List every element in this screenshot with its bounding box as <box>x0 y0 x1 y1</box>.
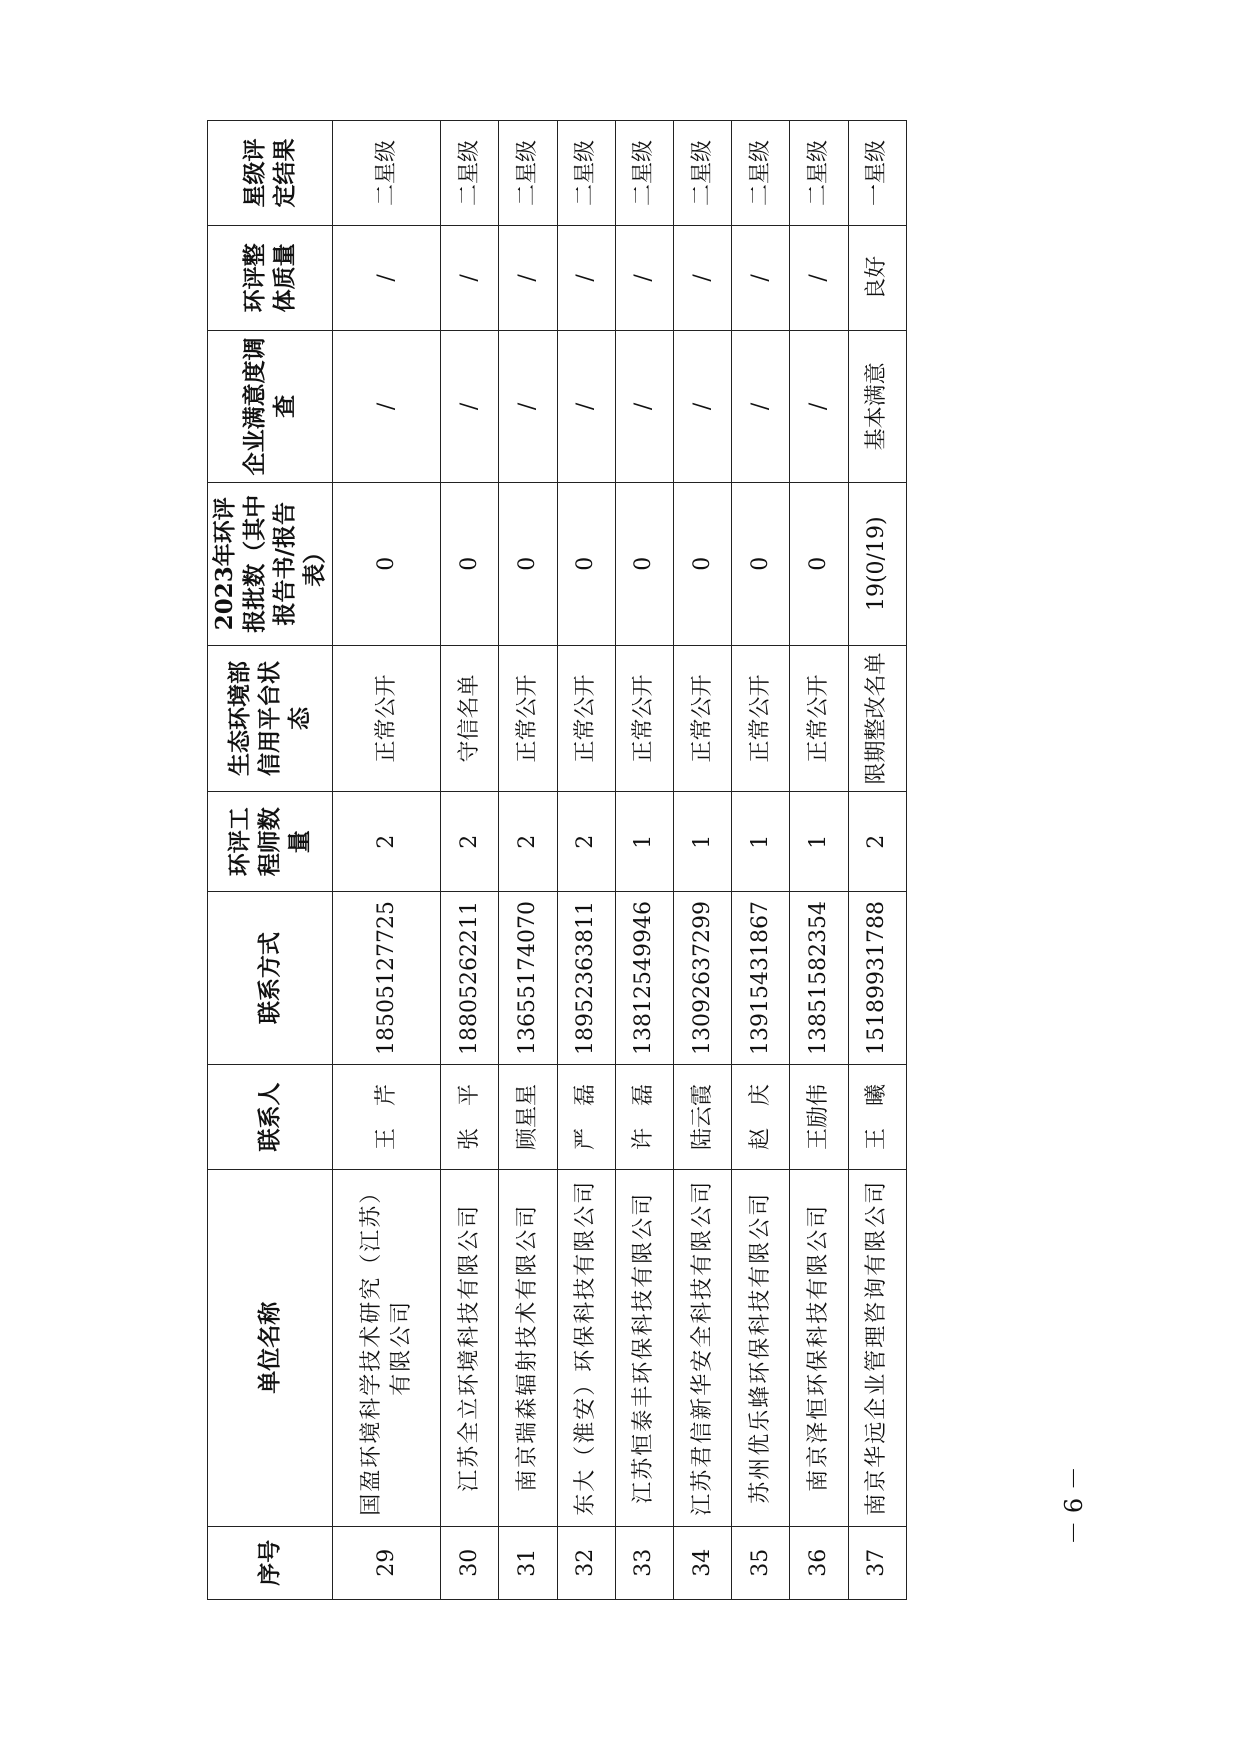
cell-contact: 张 平 <box>441 1065 499 1170</box>
cell-survey: / <box>674 330 732 482</box>
cell-name: 东大（淮安）环保科技有限公司 <box>557 1169 615 1526</box>
cell-rating: 二星级 <box>441 121 499 226</box>
cell-rating: 二星级 <box>333 121 441 226</box>
header-name: 单位名称 <box>208 1169 333 1526</box>
cell-quality: / <box>674 225 732 330</box>
cell-reports: 0 <box>674 482 732 645</box>
cell-quality: / <box>732 225 790 330</box>
cell-reports: 0 <box>615 482 673 645</box>
cell-survey: / <box>499 330 557 482</box>
cell-phone: 15189931788 <box>848 892 906 1065</box>
cell-survey: / <box>615 330 673 482</box>
cell-rating: 二星级 <box>732 121 790 226</box>
rotated-table-wrapper <box>207 120 907 1600</box>
cell-credit: 正常公开 <box>333 645 441 792</box>
cell-survey: / <box>790 330 848 482</box>
cell-survey: / <box>441 330 499 482</box>
cell-credit: 正常公开 <box>557 645 615 792</box>
cell-rating: 二星级 <box>674 121 732 226</box>
cell-name: 南京瑞森辐射技术有限公司 <box>499 1169 557 1526</box>
cell-credit: 正常公开 <box>615 645 673 792</box>
header-reports: 2023年环评报批数（其中报告书/报告表） <box>208 482 333 645</box>
cell-engineers: 1 <box>615 792 673 892</box>
cell-credit: 正常公开 <box>674 645 732 792</box>
cell-phone: 13915431867 <box>732 892 790 1065</box>
cell-engineers: 1 <box>732 792 790 892</box>
cell-no: 35 <box>732 1526 790 1599</box>
cell-name: 南京泽恒环保科技有限公司 <box>790 1169 848 1526</box>
cell-engineers: 2 <box>333 792 441 892</box>
cell-reports: 0 <box>441 482 499 645</box>
cell-contact: 严 磊 <box>557 1065 615 1170</box>
cell-rating: 二星级 <box>790 121 848 226</box>
cell-contact: 赵 庆 <box>732 1065 790 1170</box>
cell-no: 32 <box>557 1526 615 1599</box>
cell-quality: / <box>615 225 673 330</box>
cell-reports: 0 <box>499 482 557 645</box>
header-quality: 环评整体质量 <box>208 225 333 330</box>
cell-quality: 良好 <box>848 225 906 330</box>
cell-phone: 18952363811 <box>557 892 615 1065</box>
cell-reports: 0 <box>557 482 615 645</box>
table-row <box>615 121 673 1600</box>
cell-name: 南京华远企业管理咨询有限公司 <box>848 1169 906 1526</box>
cell-name: 江苏全立环境科技有限公司 <box>441 1169 499 1526</box>
cell-credit: 正常公开 <box>790 645 848 792</box>
cell-survey: / <box>333 330 441 482</box>
cell-contact: 王 芹 <box>333 1065 441 1170</box>
table-row <box>848 121 906 1600</box>
rating-table <box>207 120 907 1600</box>
cell-phone: 18505127725 <box>333 892 441 1065</box>
table-row <box>674 121 732 1600</box>
cell-engineers: 2 <box>557 792 615 892</box>
table-row <box>441 121 499 1600</box>
header-phone: 联系方式 <box>208 892 333 1065</box>
cell-quality: / <box>557 225 615 330</box>
cell-name: 江苏君信新华安全科技有限公司 <box>674 1169 732 1526</box>
cell-survey: 基本满意 <box>848 330 906 482</box>
cell-rating: 二星级 <box>499 121 557 226</box>
cell-survey: / <box>557 330 615 482</box>
cell-contact: 许 磊 <box>615 1065 673 1170</box>
cell-engineers: 2 <box>441 792 499 892</box>
cell-phone: 13092637299 <box>674 892 732 1065</box>
cell-engineers: 1 <box>674 792 732 892</box>
cell-contact: 王励伟 <box>790 1065 848 1170</box>
table-body <box>333 121 907 1600</box>
cell-quality: / <box>790 225 848 330</box>
cell-phone: 18805262211 <box>441 892 499 1065</box>
cell-no: 34 <box>674 1526 732 1599</box>
cell-no: 29 <box>333 1526 441 1599</box>
cell-contact: 顾星星 <box>499 1065 557 1170</box>
cell-rating: 二星级 <box>557 121 615 226</box>
header-engineers: 环评工程师数量 <box>208 792 333 892</box>
cell-no: 37 <box>848 1526 906 1599</box>
header-credit: 生态环境部信用平台状态 <box>208 645 333 792</box>
cell-survey: / <box>732 330 790 482</box>
cell-phone: 13655174070 <box>499 892 557 1065</box>
cell-quality: / <box>333 225 441 330</box>
cell-engineers: 1 <box>790 792 848 892</box>
header-row <box>208 121 333 1600</box>
cell-engineers: 2 <box>848 792 906 892</box>
cell-name: 江苏恒泰丰环保科技有限公司 <box>615 1169 673 1526</box>
cell-no: 36 <box>790 1526 848 1599</box>
table-row <box>790 121 848 1600</box>
cell-reports: 0 <box>790 482 848 645</box>
cell-credit: 限期整改名单 <box>848 645 906 792</box>
cell-reports: 0 <box>732 482 790 645</box>
cell-reports: 0 <box>333 482 441 645</box>
cell-contact: 陆云霞 <box>674 1065 732 1170</box>
cell-engineers: 2 <box>499 792 557 892</box>
cell-credit: 守信名单 <box>441 645 499 792</box>
header-survey: 企业满意度调查 <box>208 330 333 482</box>
cell-no: 30 <box>441 1526 499 1599</box>
table-row <box>557 121 615 1600</box>
cell-no: 31 <box>499 1526 557 1599</box>
cell-phone: 13812549946 <box>615 892 673 1065</box>
cell-no: 33 <box>615 1526 673 1599</box>
cell-name: 国盈环境科学技术研究（江苏）有限公司 <box>333 1169 441 1526</box>
cell-name: 苏州优乐蜂环保科技有限公司 <box>732 1169 790 1526</box>
header-rating: 星级评定结果 <box>208 121 333 226</box>
cell-quality: / <box>499 225 557 330</box>
cell-phone: 13851582354 <box>790 892 848 1065</box>
cell-contact: 王 曦 <box>848 1065 906 1170</box>
table-row <box>499 121 557 1600</box>
header-no: 序号 <box>208 1526 333 1599</box>
header-contact: 联系人 <box>208 1065 333 1170</box>
page-number: － 6 － <box>1059 1466 1088 1545</box>
cell-rating: 一星级 <box>848 121 906 226</box>
cell-credit: 正常公开 <box>732 645 790 792</box>
cell-rating: 二星级 <box>615 121 673 226</box>
cell-credit: 正常公开 <box>499 645 557 792</box>
cell-reports: 19(0/19) <box>848 482 906 645</box>
table-row <box>732 121 790 1600</box>
table-row <box>333 121 441 1600</box>
cell-quality: / <box>441 225 499 330</box>
